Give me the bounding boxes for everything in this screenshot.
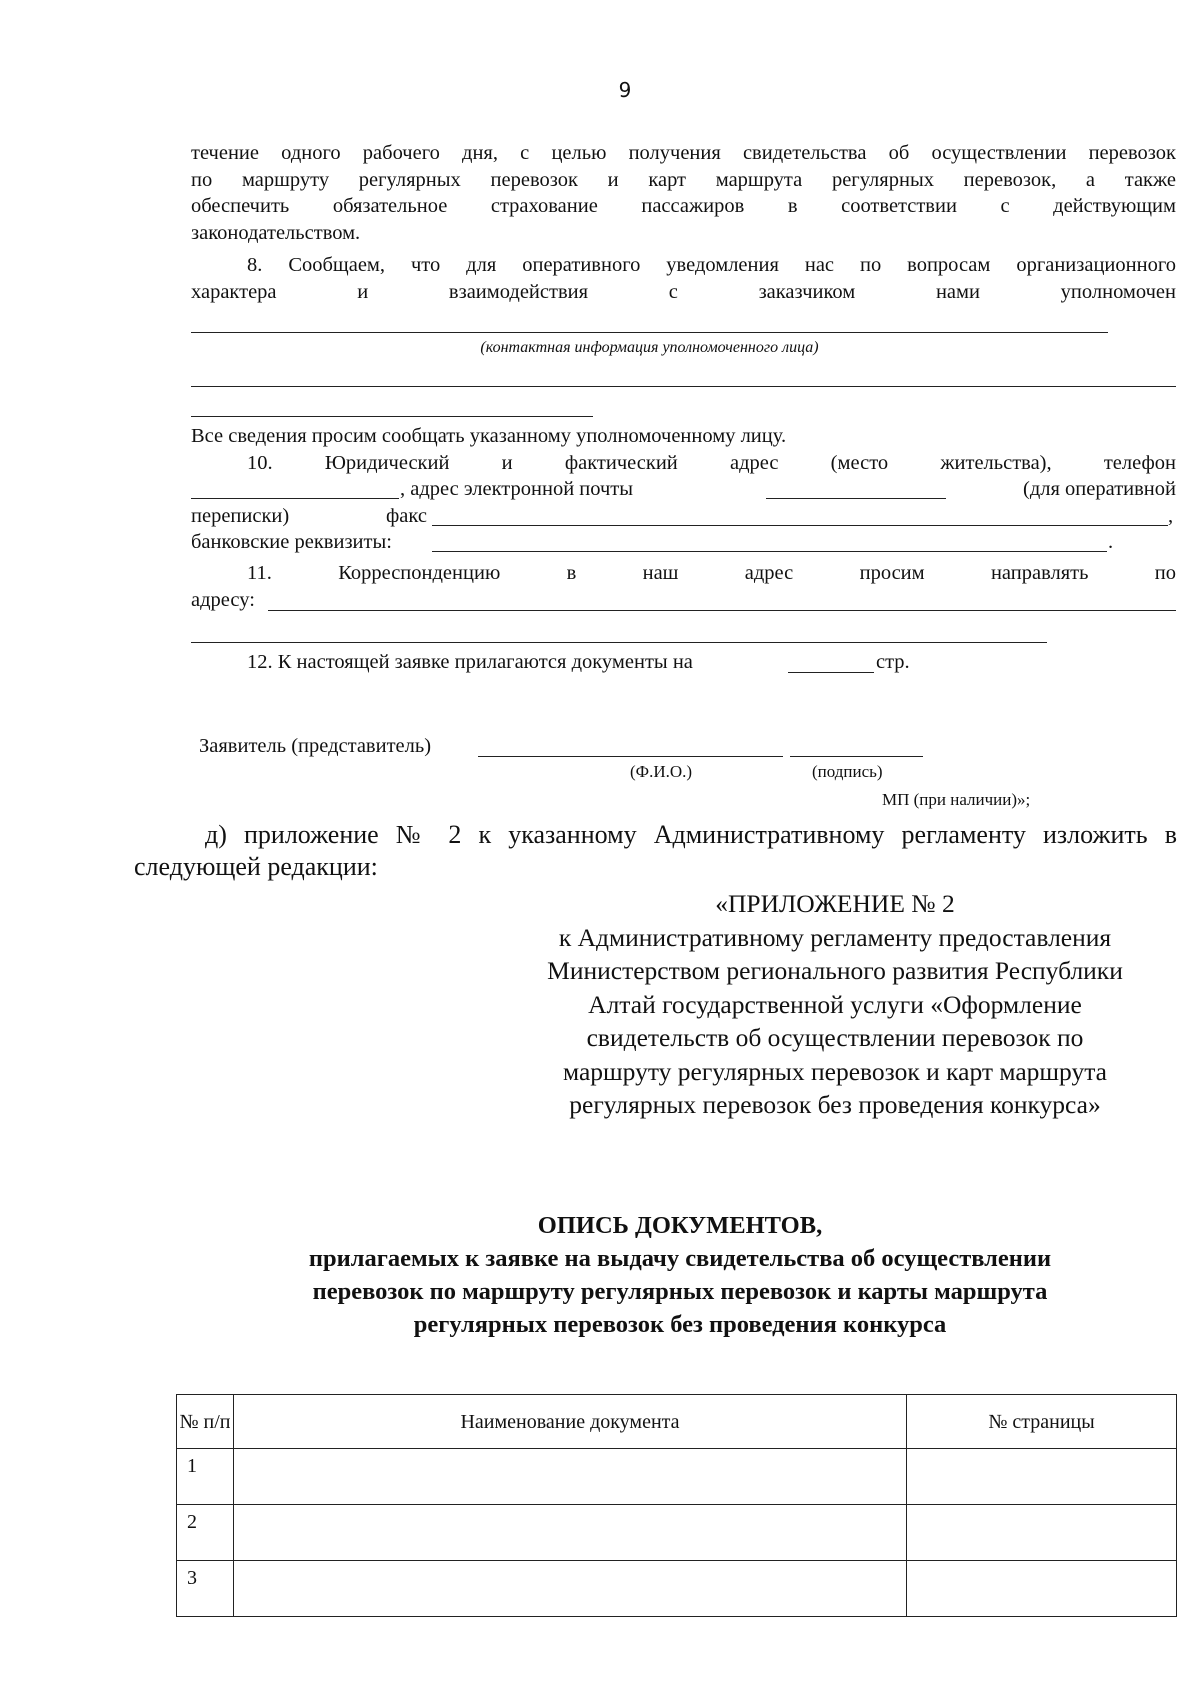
row-number: 2 [177, 1505, 234, 1561]
pages-suffix: стр. [876, 651, 910, 673]
para-line: по маршруту регулярных перевозок и карт маршрута регулярных перевозок, а также [191, 168, 1176, 191]
address-label: адресу: [191, 588, 255, 611]
email-label: , адрес электронной почты [400, 478, 634, 500]
fax-comma: , [1168, 504, 1174, 527]
item10-line: 10. Юридический и фактический адрес (место жительства), телефон [247, 451, 1176, 474]
row-page [907, 1561, 1177, 1617]
appendix-line: Алтай государственной услуги «Оформление [588, 989, 1082, 1019]
mp-label: МП (при наличии)»; [882, 790, 1031, 809]
blank-line [191, 642, 1047, 643]
table-row [177, 1449, 1177, 1505]
clause-d-line: д) приложение № 2 к указанному Административному регламенту изложить в [205, 820, 1177, 849]
all-info-text: Все сведения просим сообщать указанному уполномоченному лицу. [191, 425, 787, 447]
operative-label: (для оперативной [1023, 478, 1176, 500]
row-doc-name [234, 1505, 907, 1561]
blank-line [191, 416, 593, 417]
appendix-line: маршруту регулярных перевозок и карт маршрута [563, 1056, 1107, 1086]
doc-title-line: регулярных перевозок без проведения конкурса [413, 1311, 947, 1338]
row-page [907, 1449, 1177, 1505]
sign-label: (подпись) [812, 762, 883, 781]
fio-label: (Ф.И.О.) [630, 762, 693, 781]
fio-blank [478, 756, 783, 757]
row-doc-name [234, 1449, 907, 1505]
table-row [177, 1561, 1177, 1617]
documents-table [176, 1394, 1177, 1617]
fax-blank [432, 525, 1168, 526]
doc-title-line: перевозок по маршруту регулярных перевозок и карты маршрута [312, 1278, 1048, 1305]
col-page-header: № страницы [907, 1395, 1177, 1449]
appendix-line: «ПРИЛОЖЕНИЕ № 2 [715, 889, 955, 918]
email-blank [766, 498, 946, 499]
row-doc-name [234, 1561, 907, 1617]
para-line: обеспечить обязательное страхование пассажиров в соответствии с действующим [191, 195, 1176, 217]
clause-d-line: следующей редакции: [134, 852, 378, 881]
pages-blank [788, 672, 874, 673]
col-name-header: Наименование документа [234, 1395, 907, 1449]
contact-label: (контактная информация уполномоченного лица) [480, 339, 819, 356]
col-number-header: № п/п [177, 1395, 234, 1449]
row-page [907, 1505, 1177, 1561]
item8-line: 8. Сообщаем, что для оперативного уведомления нас по вопросам организационного [247, 254, 1176, 276]
fax-label: факс [386, 504, 427, 527]
bank-end: . [1108, 531, 1114, 553]
row-number: 1 [177, 1449, 234, 1505]
doc-title-line: прилагаемых к заявке на выдачу свидетельства об осуществлении [308, 1245, 1052, 1272]
para-line: течение одного рабочего дня, с целью получения свидетельства об осуществлении перевозок [191, 142, 1176, 164]
blank-line [191, 386, 1176, 387]
blank-line [191, 332, 1108, 333]
address-blank [268, 610, 1176, 611]
bank-blank [432, 551, 1107, 552]
item11-line: 11. Корреспонденцию в наш адрес просим направлять по [247, 562, 1176, 584]
applicant-label: Заявитель (представитель) [199, 735, 432, 757]
table-header-row [177, 1395, 1177, 1449]
phone-blank [191, 498, 399, 499]
appendix-line: к Административному регламенту предоставления [558, 922, 1112, 952]
bank-label: банковские реквизиты: [191, 531, 392, 553]
page-number: 9 [618, 78, 632, 102]
appendix-line: свидетельств об осуществлении перевозок по [586, 1023, 1084, 1052]
appendix-line: регулярных перевозок без проведения конкурса» [569, 1090, 1101, 1119]
item8-line: характера и взаимодействия с заказчиком нами уполномочен [191, 280, 1176, 303]
para-line: законодательством. [191, 221, 361, 244]
sign-blank [790, 756, 923, 757]
appendix-line: Министерством регионального развития Республики [547, 956, 1123, 985]
table-row [177, 1505, 1177, 1561]
doc-title-line: ОПИСЬ ДОКУМЕНТОВ, [537, 1212, 823, 1239]
correspondence-label: переписки) [191, 504, 290, 527]
item12-text: 12. К настоящей заявке прилагаются документы на [247, 651, 693, 673]
row-number: 3 [177, 1561, 234, 1617]
